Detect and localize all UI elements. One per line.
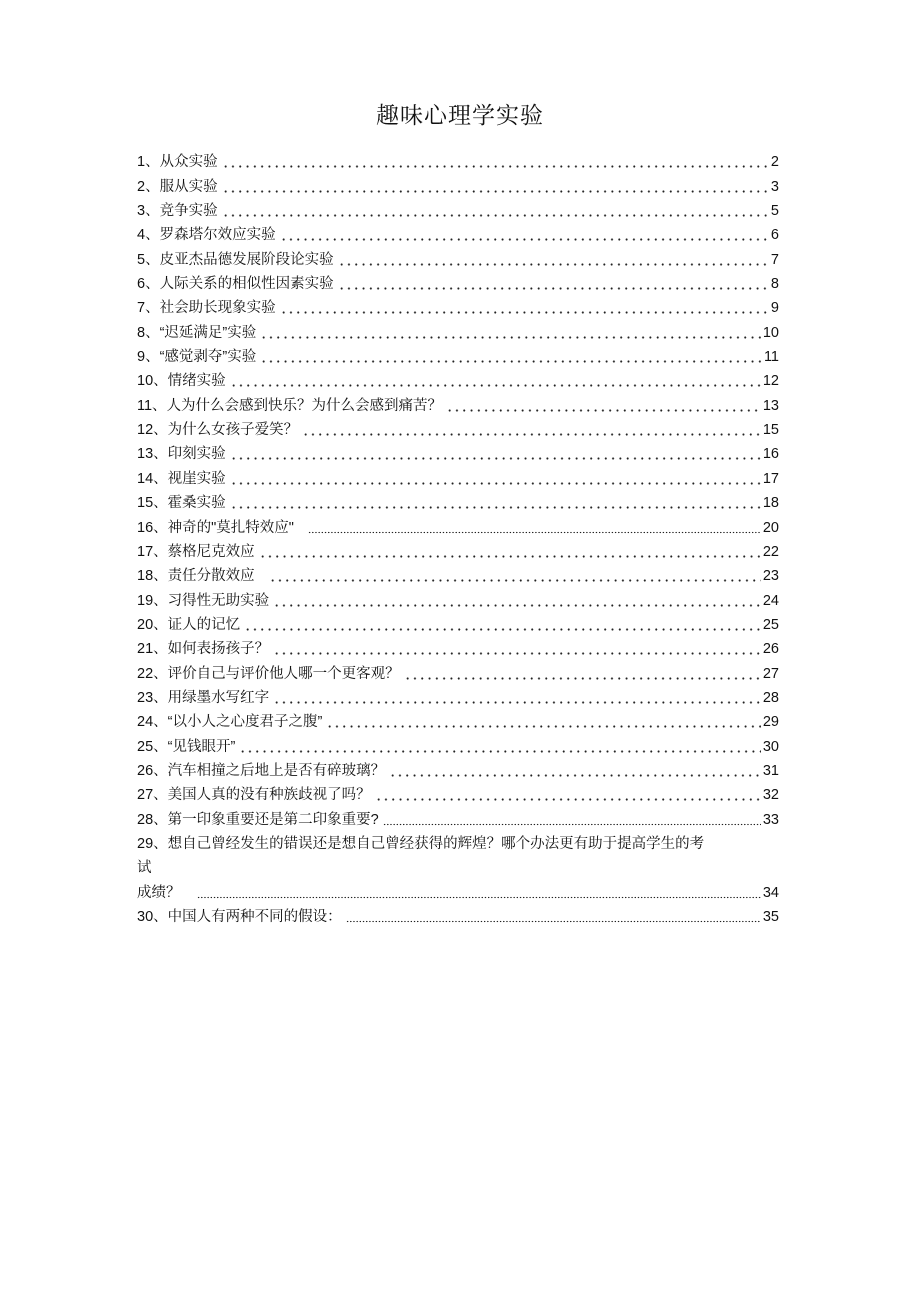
dot-leader — [230, 482, 761, 485]
toc-entry-number: 1、 — [137, 154, 160, 171]
toc-entry[interactable] — [137, 440, 779, 464]
toc-entry[interactable] — [137, 611, 779, 635]
toc-entry-title: 皮亚杰品德发展阶段论实验 — [159, 251, 334, 268]
toc-entry-title: 证人的记忆 — [167, 616, 241, 633]
toc-entry-number: 12、 — [137, 422, 168, 439]
dot-leader — [383, 823, 761, 826]
toc-entry-number: 7、 — [137, 300, 160, 317]
dot-leader — [280, 238, 769, 241]
toc-entry-title: 用绿墨水写红字 — [167, 689, 270, 706]
toc-entry[interactable] — [137, 538, 779, 562]
dot-leader — [230, 384, 761, 387]
toc-entry-page: 5 — [770, 203, 779, 220]
toc-entry-title: 人际关系的相似性因素实验 — [159, 276, 334, 293]
toc-entry-number: 9、 — [137, 349, 160, 366]
dot-leader — [230, 506, 761, 509]
toc-entry[interactable] — [137, 245, 779, 269]
toc-entry-title: “以小人之心度君子之腹” — [167, 714, 323, 731]
dot-leader — [259, 555, 761, 558]
dot-leader — [239, 750, 761, 753]
toc-entry-number: 27、 — [137, 787, 168, 804]
dot-leader — [273, 652, 761, 655]
toc-entry[interactable] — [137, 586, 779, 610]
toc-entry-number: 19、 — [137, 592, 168, 609]
toc-entry-page: 7 — [770, 251, 779, 268]
toc-entry[interactable] — [137, 221, 779, 245]
toc-entry-number: 30、 — [137, 909, 168, 925]
toc-entry-page: 16 — [762, 446, 779, 463]
toc-entry-number: 8、 — [137, 324, 160, 341]
toc-entry[interactable] — [137, 708, 779, 732]
toc-entry-number: 22、 — [137, 665, 168, 682]
toc-entry-page: 2 — [770, 154, 779, 171]
toc-entry-title: “见钱眼开” — [167, 738, 236, 755]
toc-entry-page: 29 — [762, 714, 779, 731]
toc-entry-number: 24、 — [137, 714, 168, 731]
toc-entry-title: 蔡格尼克效应 — [167, 543, 255, 560]
dot-leader — [273, 604, 761, 607]
toc-entry-page: 25 — [762, 616, 779, 633]
toc-entry-page: 3 — [770, 178, 779, 195]
toc-entry-number: 4、 — [137, 227, 160, 244]
toc-entry-number: 15、 — [137, 495, 168, 512]
toc-entry[interactable] — [137, 464, 779, 488]
toc-entry-title: 竞争实验 — [159, 203, 218, 220]
toc-entry-29-line2[interactable] — [137, 854, 779, 878]
toc-entry-number: 21、 — [137, 641, 168, 658]
toc-entry-page: 17 — [762, 470, 779, 487]
dot-leader — [346, 920, 761, 923]
dot-leader — [273, 701, 761, 704]
toc-entry-title: 习得性无助实验 — [167, 592, 270, 609]
dot-leader — [222, 165, 769, 168]
toc-entry-30[interactable] — [137, 903, 779, 927]
toc-entry[interactable] — [137, 489, 779, 513]
toc-entry-title: 为什么女孩子爱笑？ — [167, 422, 299, 439]
toc-entry-title: 人为什么会感到快乐？为什么会感到痛苦？ — [166, 397, 443, 414]
toc-entry-page: 22 — [762, 543, 779, 560]
toc-entry[interactable] — [137, 343, 779, 367]
dot-leader — [338, 287, 769, 290]
toc-entry-number: 14、 — [137, 470, 168, 487]
dot-leader — [260, 336, 761, 339]
toc-entry-number: 29、 — [137, 835, 168, 852]
toc-entry-number: 16、 — [137, 519, 168, 536]
toc-entry-number: 13、 — [137, 446, 168, 463]
toc-entry-page: 23 — [762, 568, 779, 585]
table-of-contents — [137, 148, 779, 927]
dot-leader — [302, 433, 761, 436]
toc-entry[interactable] — [137, 659, 779, 683]
toc-entry-page: 30 — [762, 738, 779, 755]
toc-entry-number: 2、 — [137, 178, 160, 195]
toc-entry-page: 32 — [762, 787, 779, 804]
dot-leader — [375, 798, 761, 801]
dot-leader — [280, 311, 769, 314]
toc-entry-title: 责任分散效应 — [167, 568, 255, 585]
dot-leader — [244, 628, 761, 631]
dot-leader — [269, 579, 761, 582]
toc-entry-number: 3、 — [137, 203, 160, 220]
toc-entry-title: 罗森塔尔效应实验 — [159, 227, 276, 244]
toc-entry[interactable] — [137, 391, 779, 415]
toc-entry-number: 25、 — [137, 738, 168, 755]
toc-entry-title: 从众实验 — [159, 154, 218, 171]
toc-entry-title-continued: 成绩？ — [137, 884, 181, 901]
toc-entry[interactable] — [137, 367, 779, 391]
toc-entry-page: 15 — [762, 422, 779, 439]
toc-entry[interactable] — [137, 197, 779, 221]
toc-entry[interactable] — [137, 684, 779, 708]
toc-entry-title: 印刻实验 — [167, 446, 226, 463]
toc-entry[interactable] — [137, 781, 779, 805]
toc-entry-page: 27 — [762, 665, 779, 682]
dot-leader — [404, 677, 761, 680]
toc-entry-page: 34 — [762, 884, 779, 901]
toc-entry-page: 20 — [762, 519, 779, 536]
dot-leader — [326, 725, 761, 728]
toc-entry-page: 26 — [762, 641, 779, 658]
toc-entry[interactable] — [137, 294, 779, 318]
toc-entry-title: 情绪实验 — [167, 373, 226, 390]
dot-leader — [389, 774, 761, 777]
toc-entry-number: 5、 — [137, 251, 160, 268]
toc-entry-number: 23、 — [137, 689, 168, 706]
dot-leader — [197, 896, 761, 899]
toc-entry[interactable] — [137, 757, 779, 781]
toc-entry-title: 如何表扬孩子？ — [167, 641, 270, 658]
toc-entry[interactable] — [137, 805, 779, 829]
toc-entry[interactable] — [137, 148, 779, 172]
toc-entry-title: 中国人有两种不同的假设： — [167, 909, 342, 925]
toc-entry-number: 26、 — [137, 762, 168, 779]
toc-entry[interactable] — [137, 635, 779, 659]
toc-entry-page: 11 — [763, 349, 779, 366]
dot-leader — [260, 360, 762, 363]
dot-leader — [222, 190, 769, 193]
dot-leader — [308, 531, 761, 534]
toc-entry-number: 18、 — [137, 568, 168, 585]
toc-entry-page: 35 — [762, 909, 779, 925]
toc-entry-number: 10、 — [137, 373, 168, 390]
toc-entry-page: 33 — [762, 811, 779, 828]
toc-entry-title: “迟延满足”实验 — [159, 324, 257, 341]
toc-entry-page: 31 — [762, 762, 779, 779]
toc-entry[interactable] — [137, 732, 779, 756]
toc-entry-number: 17、 — [137, 543, 168, 560]
toc-entry-29-line1[interactable] — [137, 830, 779, 854]
toc-entry-title: 霍桑实验 — [167, 495, 226, 512]
dot-leader — [446, 409, 761, 412]
toc-entry-page: 9 — [770, 300, 779, 317]
toc-entry-title: “感觉剥夺”实验 — [159, 349, 257, 366]
toc-entry-number: 28、 — [137, 811, 168, 828]
toc-entry-page: 10 — [762, 324, 779, 341]
toc-entry-title: 神奇的"莫扎特效应" — [167, 519, 294, 536]
toc-entry-number: 11、 — [137, 397, 167, 414]
toc-entry[interactable] — [137, 318, 779, 342]
toc-entry-page: 8 — [770, 276, 779, 293]
toc-entry[interactable] — [137, 172, 779, 196]
toc-entry[interactable] — [137, 416, 779, 440]
toc-entry-page: 12 — [762, 373, 779, 390]
toc-entry-title-continued: 试 — [137, 860, 152, 877]
toc-entry-title: 第一印象重要还是第二印象重要? — [167, 811, 379, 828]
dot-leader — [230, 457, 761, 460]
toc-entry[interactable] — [137, 513, 779, 537]
dot-leader — [222, 214, 769, 217]
toc-entry-number: 20、 — [137, 616, 168, 633]
toc-entry-number: 6、 — [137, 276, 160, 293]
toc-entry-title: 汽车相撞之后地上是否有碎玻璃？ — [167, 762, 386, 779]
toc-entry-title: 视崖实验 — [167, 470, 226, 487]
toc-entry-title: 社会助长现象实验 — [159, 300, 276, 317]
toc-entry-title: 美国人真的没有种族歧视了吗？ — [167, 787, 371, 804]
toc-entry-page: 28 — [762, 689, 779, 706]
toc-entry[interactable] — [137, 270, 779, 294]
toc-entry-title: 服从实验 — [159, 178, 218, 195]
toc-entry-page: 18 — [762, 495, 779, 512]
document-title: 趣味心理学实验 — [376, 102, 544, 128]
toc-entry-title: 评价自己与评价他人哪一个更客观？ — [167, 665, 400, 682]
toc-entry-title: 想自己曾经发生的错误还是想自己曾经获得的辉煌？哪个办法更有助于提高学生的考 — [167, 835, 705, 852]
toc-entry[interactable] — [137, 562, 779, 586]
toc-entry-page: 24 — [762, 592, 779, 609]
toc-entry-29-line3[interactable] — [137, 878, 779, 902]
dot-leader — [338, 263, 769, 266]
toc-entry-page: 6 — [770, 227, 779, 244]
toc-entry-page: 13 — [762, 397, 779, 414]
